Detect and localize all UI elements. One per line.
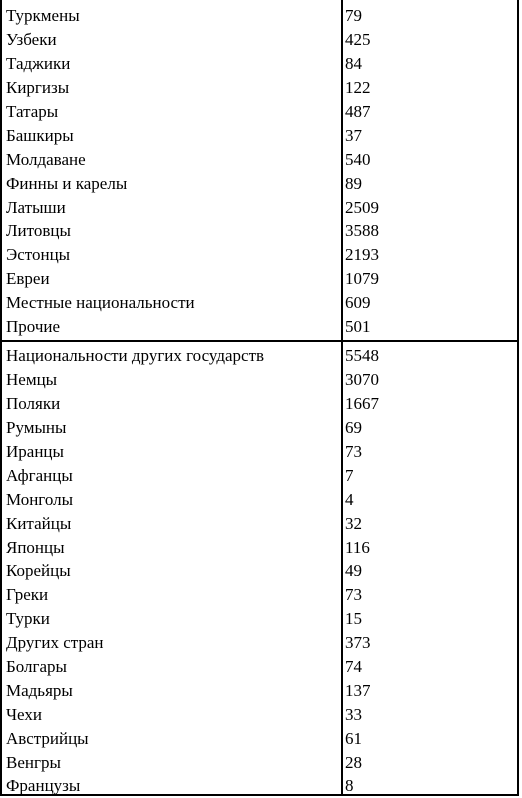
nationality-count: 15 — [345, 609, 362, 629]
nationality-count: 487 — [345, 102, 371, 121]
nationality-count: 1079 — [345, 269, 379, 289]
table-row — [2, 219, 517, 243]
table-row — [2, 440, 517, 464]
table-row — [2, 171, 517, 195]
table-row — [2, 147, 517, 171]
nationality-count: 609 — [345, 293, 371, 313]
nationality-name: Таджики — [6, 54, 71, 74]
nationality-name: Национальности других государств — [6, 346, 265, 366]
table-row — [2, 726, 517, 750]
nationality-count: 137 — [345, 680, 371, 700]
nationality-count: 3588 — [345, 221, 379, 241]
nationality-name: Монголы — [6, 489, 74, 509]
nationality-name: Литовцы — [6, 221, 71, 241]
table-row — [2, 28, 517, 52]
nationality-name: Иранцы — [6, 442, 64, 461]
nationality-count: 540 — [345, 149, 371, 169]
table-row — [2, 678, 517, 702]
nationality-count: 69 — [345, 418, 362, 438]
nationality-name: Афганцы — [6, 465, 73, 485]
nationality-name: Китайцы — [6, 513, 72, 533]
nationality-name: Французы — [6, 776, 81, 796]
nationality-count: 122 — [345, 78, 371, 98]
table-row — [2, 52, 517, 76]
nationality-count: 73 — [345, 442, 362, 461]
nationality-name: Евреи — [6, 269, 50, 289]
nationality-count: 116 — [345, 537, 370, 557]
nationality-count: 49 — [345, 561, 362, 581]
table-section-2 — [2, 340, 517, 798]
nationality-count: 373 — [345, 633, 371, 653]
nationality-count: 37 — [345, 125, 362, 145]
nationality-name: Греки — [6, 585, 49, 605]
nationality-name: Киргизы — [6, 78, 70, 98]
nationality-count: 8 — [345, 776, 354, 796]
table-row — [2, 631, 517, 655]
nationality-count: 32 — [345, 513, 362, 533]
nationality-name: Других стран — [6, 633, 104, 653]
nationality-name: Турки — [6, 609, 50, 629]
nationality-name: Чехи — [6, 704, 42, 724]
table-row — [2, 607, 517, 631]
nationality-name: Мадьяры — [6, 680, 73, 700]
nationality-count: 2509 — [345, 197, 379, 217]
nationality-count: 5548 — [345, 346, 379, 366]
table-row — [2, 76, 517, 100]
table-row — [2, 535, 517, 559]
nationality-count: 3070 — [345, 370, 379, 390]
table-row — [2, 315, 517, 339]
table-row — [2, 416, 517, 440]
nationality-name: Поляки — [6, 394, 61, 414]
table-row — [2, 123, 517, 147]
table-row — [2, 750, 517, 774]
table-row — [2, 511, 517, 535]
nationality-count: 73 — [345, 585, 362, 605]
nationality-name: Немцы — [6, 370, 58, 390]
nationality-name: Туркмены — [6, 6, 80, 26]
nationality-name: Латыши — [6, 197, 66, 217]
nationality-name: Болгары — [6, 657, 67, 677]
nationality-name: Финны и карелы — [6, 173, 128, 193]
table-row — [2, 291, 517, 315]
table-row — [2, 655, 517, 679]
nationality-name: Венгры — [6, 752, 61, 772]
nationality-count: 2193 — [345, 245, 379, 265]
nationality-count: 28 — [345, 752, 362, 772]
nationality-name: Корейцы — [6, 561, 71, 581]
nationality-name: Узбеки — [6, 30, 57, 50]
table-row — [2, 344, 517, 368]
nationality-name: Молдаване — [6, 149, 86, 169]
nationality-count: 425 — [345, 30, 371, 50]
nationality-count: 1667 — [345, 394, 379, 414]
table-row — [2, 243, 517, 267]
nationality-count: 89 — [345, 173, 362, 193]
table-row — [2, 702, 517, 726]
table-row — [2, 583, 517, 607]
table-row — [2, 195, 517, 219]
table-row — [2, 774, 517, 798]
table-row — [2, 267, 517, 291]
nationality-count: 501 — [345, 317, 371, 337]
nationality-count: 61 — [345, 728, 362, 748]
nationality-count: 84 — [345, 54, 362, 74]
nationality-name: Эстонцы — [6, 245, 71, 265]
nationality-name: Местные национальности — [6, 293, 195, 313]
nationality-count: 74 — [345, 657, 362, 677]
nationality-count: 4 — [345, 489, 354, 509]
table-row — [2, 4, 517, 28]
nationality-name: Румыны — [6, 418, 67, 438]
nationality-name: Башкиры — [6, 125, 74, 145]
table-row — [2, 392, 517, 416]
nationality-name: Прочие — [6, 317, 61, 337]
nationality-count: 79 — [345, 6, 362, 26]
table-row — [2, 100, 517, 124]
nationality-count: 7 — [345, 465, 354, 485]
nationality-name: Австрийцы — [6, 728, 89, 748]
nationality-count: 33 — [345, 704, 362, 724]
table-row — [2, 487, 517, 511]
table-row — [2, 368, 517, 392]
nationality-name: Японцы — [6, 537, 65, 557]
table-row — [2, 463, 517, 487]
nationality-name: Татары — [6, 102, 59, 121]
table-row — [2, 559, 517, 583]
table-section-1 — [2, 4, 517, 338]
